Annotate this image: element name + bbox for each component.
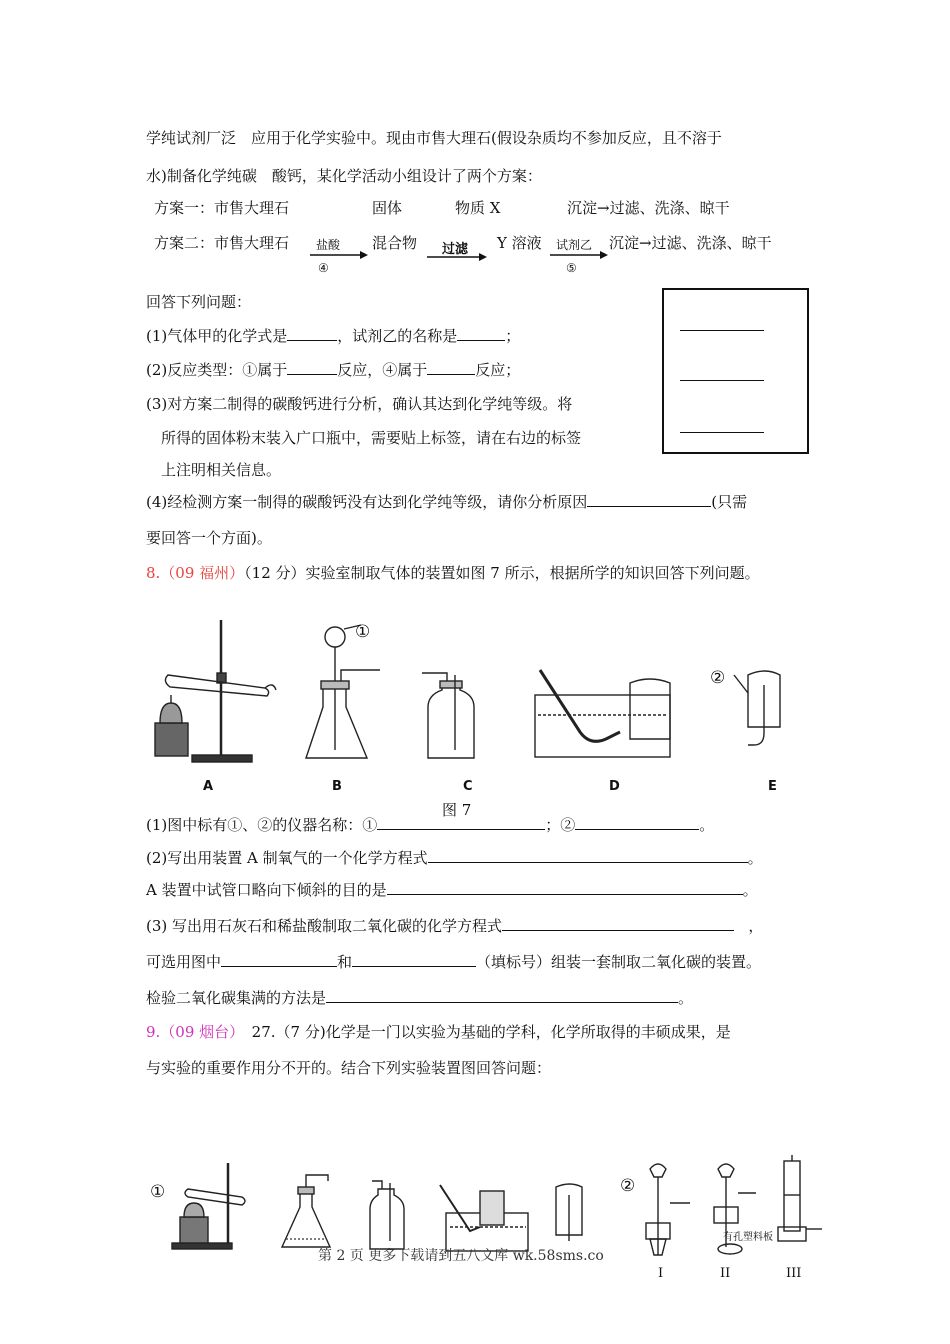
blank-co2-check[interactable]: [326, 988, 678, 1003]
q9-apparatus-8-drawing: [778, 1155, 822, 1241]
arrow-icon: [308, 250, 368, 260]
q7-part1-text2: ，试剂乙的名称是: [337, 327, 458, 345]
roman-1: I: [658, 1266, 664, 1281]
q8-part3b-end: （填标号）组装一套制取二氧化碳的装置。: [476, 953, 762, 971]
apparatus-e-drawing: [734, 671, 780, 745]
q8-part3b-text: 可选用图中: [146, 953, 222, 971]
scheme1-step-x: 物质 X: [455, 199, 501, 217]
q8-part3-text: (3) 写出用石灰石和稀盐酸制取二氧化碳的化学方程式: [146, 917, 503, 935]
scheme2-arrow3-reagent: 试剂乙: [556, 238, 593, 252]
q7-part3-line2: 所得的固体粉末装入广口瓶中，需要贴上标签，请在右边的标签: [161, 429, 582, 447]
blank-tilt-purpose[interactable]: [387, 880, 743, 895]
blank-oxygen-equation[interactable]: [428, 848, 748, 863]
q7-part3-line1: (3)对方案二制得的碳酸钙进行分析，确认其达到化学纯等级。将: [146, 395, 573, 413]
blank-co2-equation[interactable]: [502, 916, 734, 931]
page-footer: 第 2 页 更多下载请到五八文库 wk.58sms.co: [318, 1248, 604, 1264]
label-line[interactable]: [680, 432, 764, 433]
q8-part2b-text: A 装置中试管口略向下倾斜的目的是: [146, 881, 387, 899]
q7-part2-end: 反应；: [475, 361, 521, 379]
q8-part3b-and: 和: [337, 953, 353, 971]
q7-prompt: 回答下列问题：: [146, 293, 252, 311]
blank-apparatus-1[interactable]: [221, 952, 337, 967]
figure-caption: 图 7: [442, 801, 472, 819]
q9-marker-2: ②: [620, 1176, 636, 1196]
q9-header-text: 27.（7 分)化学是一门以实验为基础的学科，化学所取得的丰硕成果，是: [236, 1023, 731, 1041]
blank-instrument-1[interactable]: [377, 815, 545, 830]
scheme1-step-end: 沉淀→过滤、洗涤、晾干: [567, 199, 730, 217]
scheme2-label: 方案二：市售大理石: [154, 234, 290, 252]
label-c: C: [463, 779, 473, 794]
label-line[interactable]: [680, 380, 764, 381]
blank-instrument-2[interactable]: [575, 815, 699, 830]
blank-reaction-type-1[interactable]: [287, 360, 337, 375]
q9-number: 9.（09 烟台）: [146, 1023, 237, 1041]
q7-part2-text: (2)反应类型：①属于: [146, 361, 288, 379]
q7-part1-end: ；: [505, 327, 521, 345]
q9-apparatus-6-drawing: [646, 1164, 690, 1255]
q7-part1: [146, 326, 520, 346]
scheme1-step-solid: 固体: [372, 199, 403, 217]
q8-part3c-text: 检验二氧化碳集满的方法是: [146, 989, 327, 1007]
roman-2: II: [720, 1266, 731, 1281]
scheme1-label: 方案一：市售大理石: [154, 199, 290, 217]
label-a: A: [203, 779, 214, 794]
apparatus-d-drawing: [535, 670, 670, 757]
q9-apparatus-5-drawing: [556, 1184, 582, 1241]
scheme2-arrow1-reagent: 盐酸: [316, 238, 341, 252]
intro-line-2: 水)制备化学纯碳 酸钙，某化学活动小组设计了两个方案：: [146, 167, 542, 185]
q9-marker-1: ①: [150, 1182, 166, 1202]
q9-apparatus-4-drawing: [440, 1185, 528, 1251]
bottle-label-box[interactable]: [662, 288, 809, 454]
label-e: E: [768, 779, 777, 794]
q9-header: [146, 1022, 731, 1042]
q7-part4-text2: (只需: [711, 493, 748, 511]
q8-part1-end: 。: [699, 816, 715, 834]
q8-part3c: [146, 988, 693, 1008]
apparatus-a-drawing: [155, 620, 276, 762]
label-b: B: [332, 779, 342, 794]
q8-header-text: （12 分）实验室制取气体的装置如图 7 所示，根据所学的知识回答下列问题。: [244, 564, 760, 582]
q8-part1: [146, 815, 714, 835]
q8-part2-text: (2)写出用装置 A 制氧气的一个化学方程式: [146, 849, 428, 867]
scheme2-arrow1-step: ④: [318, 261, 329, 275]
q7-part4: [146, 492, 747, 512]
apparatus-c-drawing: [422, 673, 474, 758]
intro-line-1: 学纯试剂厂泛 应用于化学实验中。现由市售大理石(假设杂质均不参加反应，且不溶于: [146, 129, 722, 147]
q7-part4-line2: 要回答一个方面)。: [146, 529, 272, 547]
apparatus-b-drawing: [306, 625, 380, 758]
q8-header: [146, 563, 760, 583]
scheme2-arrow3-step: ⑤: [566, 261, 577, 275]
scheme2-step-end: 沉淀→过滤、洗涤、晾干: [609, 234, 772, 252]
q9-apparatus-2-drawing: [282, 1175, 330, 1247]
q8-part2: [146, 848, 763, 868]
q8-number: 8.（09 福州）: [146, 564, 245, 582]
plate-label: 有孔塑料板: [723, 1232, 773, 1243]
scheme2-arrow2-label: 过滤: [442, 242, 469, 257]
q7-part2: [146, 360, 520, 380]
q8-part3: [146, 916, 763, 936]
q8-part2-end: 。: [747, 849, 763, 867]
label-d: D: [609, 779, 620, 794]
q8-part1-text: (1)图中标有①、②的仪器名称：①: [146, 816, 378, 834]
marker-1-funnel: ①: [355, 622, 371, 642]
blank-apparatus-2[interactable]: [352, 952, 476, 967]
arrow-icon: [425, 252, 487, 262]
q7-part3-line3: 上注明相关信息。: [161, 461, 282, 479]
marker-2-bottle: ②: [710, 668, 726, 688]
blank-reason[interactable]: [587, 492, 711, 507]
scheme2-step-mixture: 混合物: [372, 234, 418, 252]
q7-part2-text2: 反应，④属于: [337, 361, 428, 379]
q8-part1-text2: ；②: [545, 816, 576, 834]
q9-line2: 与实验的重要作用分不开的。结合下列实验装置图回答问题：: [146, 1059, 552, 1077]
q8-part3b: [146, 952, 761, 972]
figure-7-apparatus: [140, 615, 820, 775]
q8-part2b: [146, 880, 758, 900]
blank-gas-formula[interactable]: [287, 326, 337, 341]
scheme2-step-y: Y 溶液: [497, 234, 542, 252]
label-line[interactable]: [680, 330, 764, 331]
blank-reagent-name[interactable]: [457, 326, 505, 341]
roman-3: III: [786, 1266, 802, 1281]
q8-part2b-end: 。: [742, 881, 758, 899]
q8-part3c-end: 。: [678, 989, 694, 1007]
q7-part4-text: (4)经检测方案一制得的碳酸钙没有达到化学纯等级，请你分析原因: [146, 493, 588, 511]
q8-part3-end: ，: [748, 917, 764, 935]
q9-apparatus-3-drawing: [370, 1181, 404, 1249]
q9-apparatus-1-drawing: [172, 1163, 245, 1249]
blank-reaction-type-4[interactable]: [427, 360, 475, 375]
q7-part1-text: (1)气体甲的化学式是: [146, 327, 288, 345]
arrow-icon: [548, 250, 608, 260]
